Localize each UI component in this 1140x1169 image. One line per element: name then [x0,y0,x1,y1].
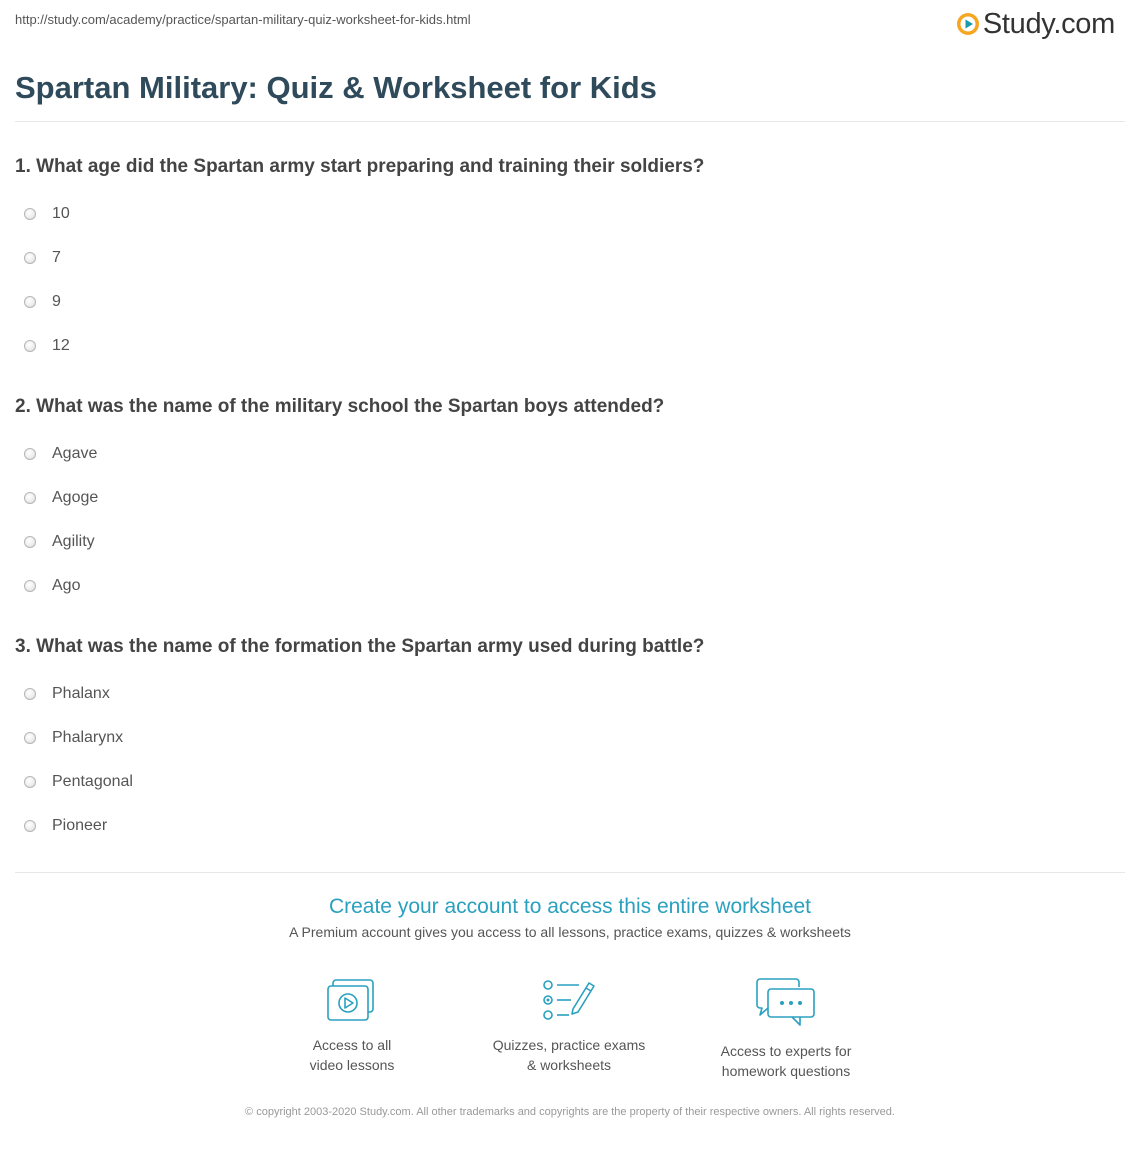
radio-button[interactable] [24,820,36,832]
question-1 [15,155,1115,373]
answer-label: 9 [52,293,61,310]
cta-subtitle: A Premium account gives you access to all lessons, practice exams, quizzes & worksheets [289,924,851,940]
answer-label: Pentagonal [52,773,133,790]
question-text: 3. What was the name of the formation the Spartan army used during battle? [15,636,705,657]
answer-options [15,677,1115,853]
answer-label: 12 [52,337,70,354]
radio-button[interactable] [24,492,36,504]
study-logo[interactable] [956,7,1115,41]
radio-button[interactable] [24,296,36,308]
question-text: 1. What age did the Spartan army start preparing and training their soldiers? [15,156,705,177]
feature-label [252,1035,452,1075]
answer-option[interactable] [15,329,1115,373]
answer-option[interactable] [15,285,1115,329]
feature-label-line: homework questions [721,1063,851,1079]
answer-option[interactable] [15,197,1115,241]
answer-options [15,437,1115,613]
cta-title-link[interactable]: Create your account to access this entire worksheet [328,895,812,918]
question-2 [15,395,1115,613]
answer-option[interactable] [15,677,1115,721]
page-title: Spartan Military: Quiz & Worksheet for Kids [15,70,657,105]
radio-button[interactable] [24,536,36,548]
study-logo-icon [956,12,980,36]
feature-quizzes [469,977,669,1075]
radio-button[interactable] [24,580,36,592]
chat-bubbles-icon [754,977,818,1029]
feature-video-lessons [252,977,452,1075]
answer-option[interactable] [15,481,1115,525]
page-url: http://study.com/academy/practice/spartan-military-quiz-worksheet-for-kids.html [15,12,471,27]
answer-label: 10 [52,205,70,222]
radio-button[interactable] [24,776,36,788]
answer-option[interactable] [15,241,1115,285]
answer-option[interactable] [15,437,1115,481]
answer-option[interactable] [15,721,1115,765]
radio-button[interactable] [24,208,36,220]
answer-label: Ago [52,577,81,594]
feature-label-line: Access to all [312,1037,392,1053]
feature-label-line: Quizzes, practice exams [492,1037,646,1053]
video-lessons-icon [325,977,379,1023]
answer-label: Agoge [52,489,99,506]
answer-label: Pioneer [52,817,108,834]
answer-option[interactable] [15,569,1115,613]
question-text: 2. What was the name of the military school the Spartan boys attended? [15,396,665,417]
answer-label: 7 [52,249,61,266]
page-header [15,0,1125,46]
divider [15,121,1125,122]
answer-options [15,197,1115,373]
answer-label: Agility [52,533,95,550]
radio-button[interactable] [24,688,36,700]
answer-option[interactable] [15,809,1115,853]
answer-option[interactable] [15,525,1115,569]
radio-button[interactable] [24,448,36,460]
divider [15,872,1125,873]
feature-label [686,1041,886,1081]
answer-label: Phalanx [52,685,110,702]
quiz-checklist-icon [541,977,597,1023]
answer-label: Agave [52,445,98,462]
feature-label-line: & worksheets [526,1057,612,1073]
signup-cta [15,895,1125,940]
feature-label [469,1035,669,1075]
radio-button[interactable] [24,732,36,744]
radio-button[interactable] [24,252,36,264]
answer-label: Phalarynx [52,729,124,746]
feature-experts [686,977,886,1081]
logo-text: Study.com [982,8,1115,40]
question-3 [15,635,1115,853]
feature-label-line: Access to experts for [720,1043,852,1059]
radio-button[interactable] [24,340,36,352]
answer-option[interactable] [15,765,1115,809]
copyright-notice: © copyright 2003-2020 Study.com. All other trademarks and copyrights are the property of their respective owners. All rights reserved. [245,1106,895,1118]
feature-label-line: video lessons [309,1057,395,1073]
